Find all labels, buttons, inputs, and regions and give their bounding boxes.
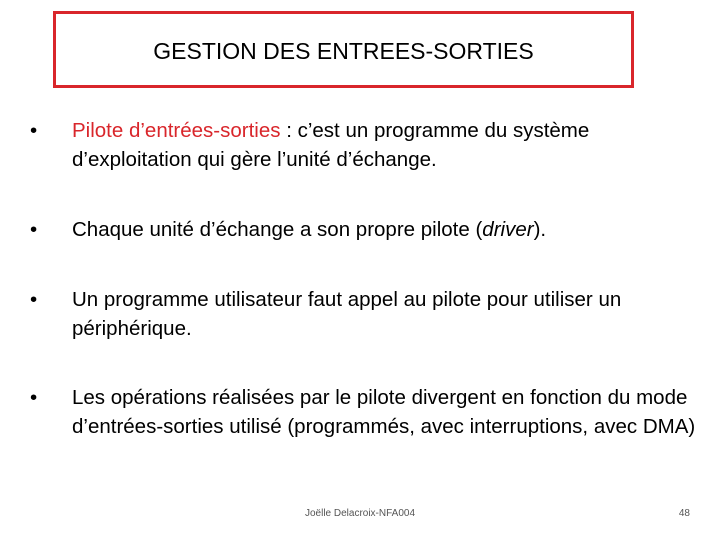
highlighted-term: Pilote d’entrées-sorties <box>72 119 281 142</box>
footer-author: Joëlle Delacroix-NFA004 <box>304 508 416 519</box>
title-box <box>53 11 634 88</box>
bullet-definition: : c’est un programme du système d’exploitation qui gère l’unité d’échange. <box>72 119 590 171</box>
bullet-marker: • <box>30 119 38 142</box>
bullet-marker: • <box>30 218 38 241</box>
page-number: 48 <box>678 508 690 519</box>
bullet-text <box>72 215 700 244</box>
slide-title: GESTION DES ENTREES-SORTIES <box>153 38 534 64</box>
bullet-item <box>30 285 700 343</box>
bullet-text <box>72 116 700 174</box>
bullet-item <box>30 116 700 174</box>
bullet-marker: • <box>30 288 38 311</box>
bullet-text: Les opérations réalisées par le pilote divergent en fonction du mode d’entrées-sorties utilisé (programmés, avec interruptions, avec DMA) <box>72 386 696 438</box>
bullet-item <box>30 215 700 244</box>
bullet-marker: • <box>30 386 38 409</box>
bullet-text-before: Chaque unité d’échange a son propre pilote ( <box>72 218 483 241</box>
bullet-text: Un programme utilisateur faut appel au pilote pour utiliser un périphérique. <box>72 288 622 340</box>
bullet-item <box>30 383 700 441</box>
bullet-italic-term: driver <box>482 218 534 241</box>
bullet-text-after: ). <box>533 218 547 241</box>
